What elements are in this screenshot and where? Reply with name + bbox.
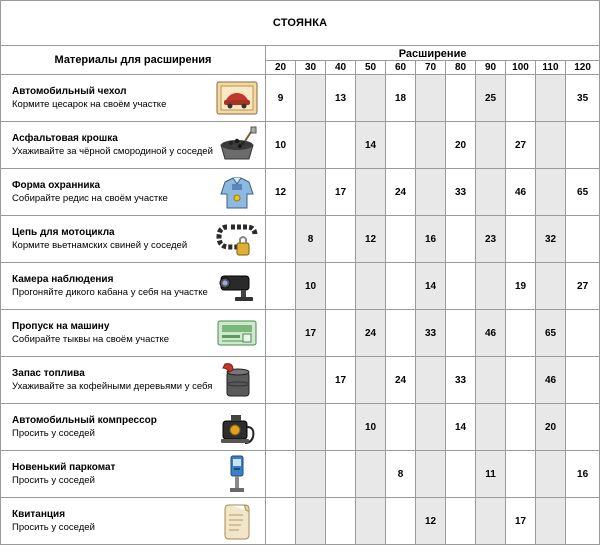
level-header-100: 100 [506,60,536,75]
material-cell [1,310,209,357]
quantity-cell-80: 20 [446,122,476,169]
material-cell [1,216,209,263]
quantity-cell-120: 27 [566,263,600,310]
quantity-cell-70 [416,169,446,216]
material-source: Просить у соседей [12,475,95,486]
level-header-80: 80 [446,60,476,75]
material-source: Собирайте редис на своём участке [12,193,168,204]
quantity-cell-110 [536,122,566,169]
quantity-cell-70: 12 [416,498,446,545]
quantity-cell-60: 8 [386,451,416,498]
quantity-cell-50: 12 [356,216,386,263]
material-source: Ухаживайте за чёрной смородиной у соседей [12,146,213,157]
quantity-cell-40 [326,263,356,310]
quantity-cell-120 [566,310,600,357]
quantity-cell-110: 20 [536,404,566,451]
quantity-cell-30 [296,498,326,545]
quantity-cell-80 [446,263,476,310]
car-pass-icon [209,310,266,357]
security-camera-icon [209,263,266,310]
quantity-cell-80 [446,216,476,263]
material-cell [1,357,213,404]
quantity-cell-80: 33 [446,357,476,404]
quantity-cell-100: 19 [506,263,536,310]
quantity-cell-30: 17 [296,310,326,357]
table-row [1,216,600,263]
quantity-cell-120 [566,122,600,169]
quantity-cell-60 [386,216,416,263]
quantity-cell-60 [386,122,416,169]
quantity-cell-70 [416,357,446,404]
material-name: Цепь для мотоцикла [12,227,115,238]
quantity-cell-120: 65 [566,169,600,216]
quantity-cell-30: 8 [296,216,326,263]
table-row [1,122,600,169]
quantity-cell-60: 24 [386,169,416,216]
quantity-cell-20: 12 [266,169,296,216]
table-row [1,310,600,357]
quantity-cell-80: 14 [446,404,476,451]
level-header-30: 30 [296,60,326,75]
quantity-cell-60 [386,404,416,451]
quantity-cell-90: 25 [476,75,506,122]
quantity-cell-50 [356,75,386,122]
quantity-cell-40 [326,216,356,263]
car-cover-icon [209,75,266,122]
quantity-cell-100 [506,357,536,404]
table-row [1,357,600,404]
asphalt-chips-icon [209,122,266,169]
receipt-icon [209,498,266,545]
motorcycle-chain-icon [209,216,266,263]
quantity-cell-20 [266,451,296,498]
quantity-cell-40: 17 [326,357,356,404]
material-source: Прогоняйте дикого кабана у себя на участке [12,287,208,298]
material-source: Ухаживайте за кофейными деревьями у себя [12,381,213,392]
quantity-cell-120 [566,216,600,263]
quantity-cell-20 [266,357,296,404]
quantity-cell-50 [356,451,386,498]
material-cell [1,404,209,451]
table-row [1,451,600,498]
quantity-cell-40 [326,122,356,169]
material-name: Автомобильный чехол [12,86,127,97]
material-name: Запас топлива [12,368,85,379]
quantity-cell-120 [566,357,600,404]
quantity-cell-90: 23 [476,216,506,263]
material-name: Форма охранника [12,180,101,191]
material-cell [1,75,209,122]
material-name: Асфальтовая крошка [12,133,118,144]
car-compressor-icon [209,404,266,451]
quantity-cell-100 [506,216,536,263]
level-header-50: 50 [356,60,386,75]
material-name: Камера наблюдения [12,274,114,285]
quantity-cell-40 [326,310,356,357]
material-name: Автомобильный компрессор [12,415,157,426]
quantity-cell-100 [506,451,536,498]
quantity-cell-80 [446,75,476,122]
quantity-cell-100 [506,404,536,451]
quantity-cell-90 [476,169,506,216]
quantity-cell-50: 24 [356,310,386,357]
materials-body [1,75,600,545]
material-cell [1,451,209,498]
quantity-cell-40 [326,498,356,545]
material-cell [1,122,213,169]
quantity-cell-40: 17 [326,169,356,216]
level-header-120: 120 [566,60,600,75]
table-row [1,404,600,451]
quantity-cell-90 [476,122,506,169]
material-source: Кормите цесарок на своём участке [12,99,167,110]
quantity-cell-30: 10 [296,263,326,310]
parking-meter-icon [209,451,266,498]
quantity-cell-80 [446,498,476,545]
level-header-110: 110 [536,60,566,75]
quantity-cell-20 [266,498,296,545]
quantity-cell-100 [506,75,536,122]
quantity-cell-50 [356,263,386,310]
table-row [1,169,600,216]
quantity-cell-60: 24 [386,357,416,404]
material-name: Пропуск на машину [12,321,110,332]
quantity-cell-110: 46 [536,357,566,404]
quantity-cell-30 [296,75,326,122]
quantity-cell-90: 46 [476,310,506,357]
quantity-cell-80: 33 [446,169,476,216]
quantity-cell-70: 16 [416,216,446,263]
level-header-90: 90 [476,60,506,75]
quantity-cell-110 [536,451,566,498]
quantity-cell-20: 10 [266,122,296,169]
quantity-cell-120 [566,498,600,545]
quantity-cell-30 [296,357,326,404]
quantity-cell-70 [416,122,446,169]
expansion-header: Расширение [266,46,600,61]
quantity-cell-110 [536,169,566,216]
material-cell [1,498,209,545]
quantity-cell-20 [266,404,296,451]
quantity-cell-110 [536,498,566,545]
quantity-cell-100: 27 [506,122,536,169]
quantity-cell-90 [476,263,506,310]
quantity-cell-50: 14 [356,122,386,169]
quantity-cell-110: 32 [536,216,566,263]
quantity-cell-80 [446,310,476,357]
material-name: Квитанция [12,509,66,520]
quantity-cell-110 [536,75,566,122]
quantity-cell-60 [386,498,416,545]
level-header-40: 40 [326,60,356,75]
table-row [1,75,600,122]
level-header-20: 20 [266,60,296,75]
quantity-cell-20 [266,310,296,357]
quantity-cell-120 [566,404,600,451]
quantity-cell-40: 13 [326,75,356,122]
quantity-cell-20 [266,216,296,263]
quantity-cell-30 [296,122,326,169]
quantity-cell-110 [536,263,566,310]
material-source: Просить у соседей [12,522,95,533]
material-cell [1,263,209,310]
quantity-cell-20 [266,263,296,310]
quantity-cell-20: 9 [266,75,296,122]
quantity-cell-60 [386,310,416,357]
table-row [1,498,600,545]
material-source: Кормите вьетнамских свиней у соседей [12,240,188,251]
quantity-cell-100: 17 [506,498,536,545]
level-header-70: 70 [416,60,446,75]
quantity-cell-120: 35 [566,75,600,122]
material-cell [1,169,209,216]
quantity-cell-50: 10 [356,404,386,451]
quantity-cell-70 [416,75,446,122]
quantity-cell-70 [416,451,446,498]
quantity-cell-40 [326,451,356,498]
quantity-cell-120: 16 [566,451,600,498]
quantity-cell-60: 18 [386,75,416,122]
table-row [1,263,600,310]
quantity-cell-70 [416,404,446,451]
quantity-cell-50 [356,357,386,404]
quantity-cell-90: 11 [476,451,506,498]
quantity-cell-110: 65 [536,310,566,357]
materials-header: Материалы для расширения [1,46,266,75]
page-title: СТОЯНКА [1,1,600,46]
guard-uniform-icon [209,169,266,216]
quantity-cell-80 [446,451,476,498]
quantity-cell-70: 33 [416,310,446,357]
quantity-cell-100: 46 [506,169,536,216]
level-header-60: 60 [386,60,416,75]
quantity-cell-30 [296,451,326,498]
quantity-cell-90 [476,404,506,451]
material-name: Новенький паркомат [12,462,116,473]
material-source: Собирайте тыквы на своём участке [12,334,170,345]
quantity-cell-50 [356,169,386,216]
quantity-cell-90 [476,357,506,404]
quantity-cell-40 [326,404,356,451]
quantity-cell-50 [356,498,386,545]
quantity-cell-60 [386,263,416,310]
quantity-cell-70: 14 [416,263,446,310]
quantity-cell-30 [296,404,326,451]
fuel-supply-icon [209,357,266,404]
quantity-cell-30 [296,169,326,216]
quantity-cell-100 [506,310,536,357]
quantity-cell-90 [476,498,506,545]
material-source: Просить у соседей [12,428,95,439]
